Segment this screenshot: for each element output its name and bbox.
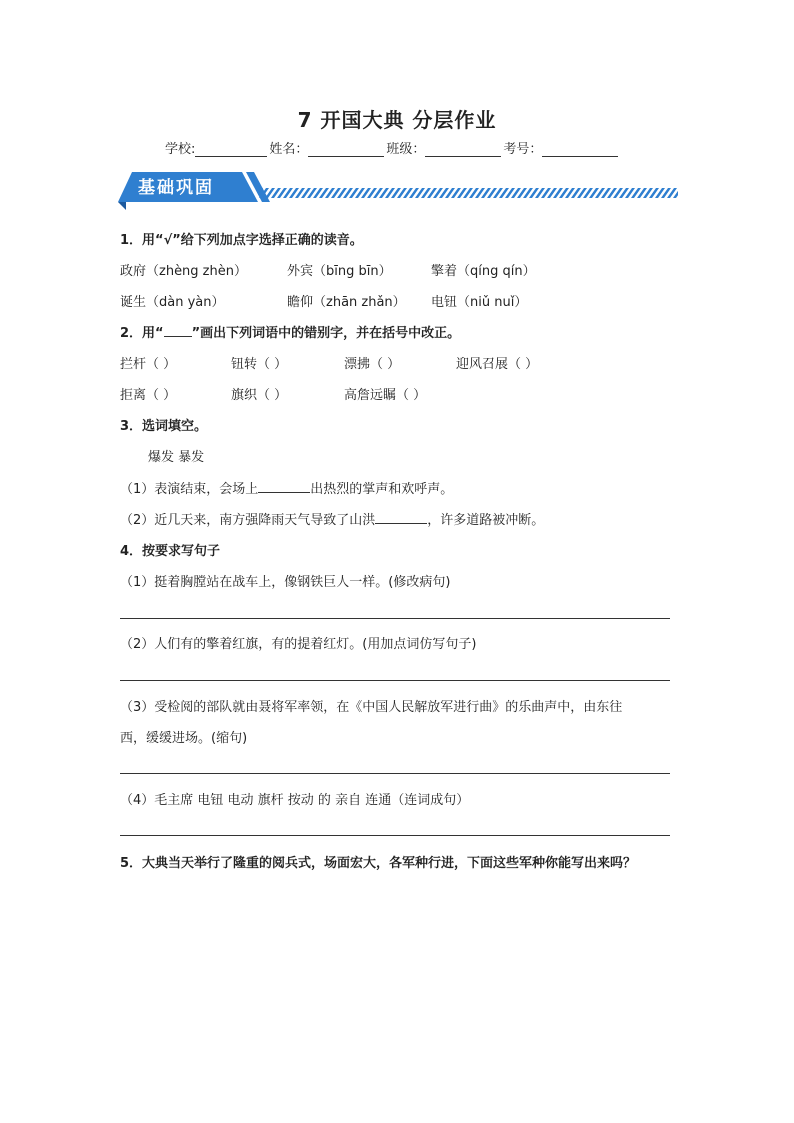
q1-item[interactable]: 政府（zhèng zhèn） xyxy=(120,264,247,279)
q3-s2-part-b: ，许多道路被冲断。 xyxy=(427,513,545,528)
q2-heading-part-b: ”画出下列词语中的错别字，并在括号中改正。 xyxy=(191,326,461,341)
q2-item[interactable]: 钮转（ ） xyxy=(231,357,288,372)
question-2-heading xyxy=(120,322,460,341)
banner-fold xyxy=(118,202,126,210)
q4-sentence-3-line-1: （3）受检阅的部队就由聂将军率领，在《中国人民解放军进行曲》的乐曲声中，由东往 xyxy=(120,700,623,715)
student-info-row xyxy=(165,138,620,157)
q2-item[interactable]: 高詹远瞩（ ） xyxy=(344,388,427,403)
banner-hatch-strip xyxy=(258,188,678,198)
class-label: 班级： xyxy=(386,142,426,157)
q3-sentence-1 xyxy=(120,478,453,497)
q1-item[interactable]: 电钮（niǔ nuǐ） xyxy=(431,295,528,310)
q2-item[interactable]: 拦杆（ ） xyxy=(120,357,177,372)
q3-s1-part-a: （1）表演结束，会场上 xyxy=(120,482,259,497)
question-5-heading: 5．大典当天举行了隆重的阅兵式，场面宏大，各军种行进，下面这些军种你能写出来吗？ xyxy=(120,856,637,871)
q2-underline-sample xyxy=(164,323,192,337)
question-4-heading: 4．按要求写句子 xyxy=(120,544,221,559)
q4-sentence-1: （1）挺着胸膛站在战车上，像钢铁巨人一样。(修改病句) xyxy=(120,575,451,590)
q4-sentence-3-line-2: 西，缓缓进场。(缩句) xyxy=(120,731,248,746)
q3-s2-part-a: （2）近几天来，南方强降雨天气导致了山洪 xyxy=(120,513,376,528)
q1-item[interactable]: 瞻仰（zhān zhǎn） xyxy=(287,295,406,310)
q1-item[interactable]: 擎着（qíng qín） xyxy=(431,264,536,279)
exam-no-blank[interactable] xyxy=(542,142,618,157)
q3-s1-blank[interactable] xyxy=(258,479,310,493)
q3-word-choices: 爆发 暴发 xyxy=(148,450,205,465)
page-title: 7 开国大典 分层作业 xyxy=(297,108,497,132)
question-1-heading: 1．用“√”给下列加点字选择正确的读音。 xyxy=(120,233,363,248)
q2-item[interactable]: 漂拂（ ） xyxy=(344,357,401,372)
q1-item[interactable]: 外宾（bīng bīn） xyxy=(287,264,392,279)
q1-item[interactable]: 诞生（dàn yàn） xyxy=(120,295,225,310)
q2-heading-part-a: 2．用“ xyxy=(120,326,164,341)
q3-s1-part-b: 出热烈的掌声和欢呼声。 xyxy=(310,482,454,497)
q4-answer-line-2[interactable] xyxy=(120,680,670,681)
q3-s2-blank[interactable] xyxy=(375,510,427,524)
q3-sentence-2 xyxy=(120,509,544,528)
name-label: 姓名： xyxy=(269,142,309,157)
question-3-heading: 3．选词填空。 xyxy=(120,419,208,434)
q2-item[interactable]: 旗织（ ） xyxy=(231,388,288,403)
class-blank[interactable] xyxy=(425,142,501,157)
q4-answer-line-3[interactable] xyxy=(120,773,670,774)
school-blank[interactable] xyxy=(195,142,267,157)
section-title: 基础巩固 xyxy=(138,178,214,198)
q2-item[interactable]: 拒离（ ） xyxy=(120,388,177,403)
name-blank[interactable] xyxy=(308,142,384,157)
exam-no-label: 考号： xyxy=(503,142,543,157)
q4-sentence-2: （2）人们有的擎着红旗，有的提着红灯。(用加点词仿写句子) xyxy=(120,637,477,652)
q2-item[interactable]: 迎风召展（ ） xyxy=(456,357,539,372)
q4-sentence-4: （4）毛主席 电钮 电动 旗杆 按动 的 亲自 连通（连词成句） xyxy=(120,793,470,808)
q4-answer-line-1[interactable] xyxy=(120,618,670,619)
q4-answer-line-4[interactable] xyxy=(120,835,670,836)
school-label: 学校: xyxy=(165,142,196,157)
